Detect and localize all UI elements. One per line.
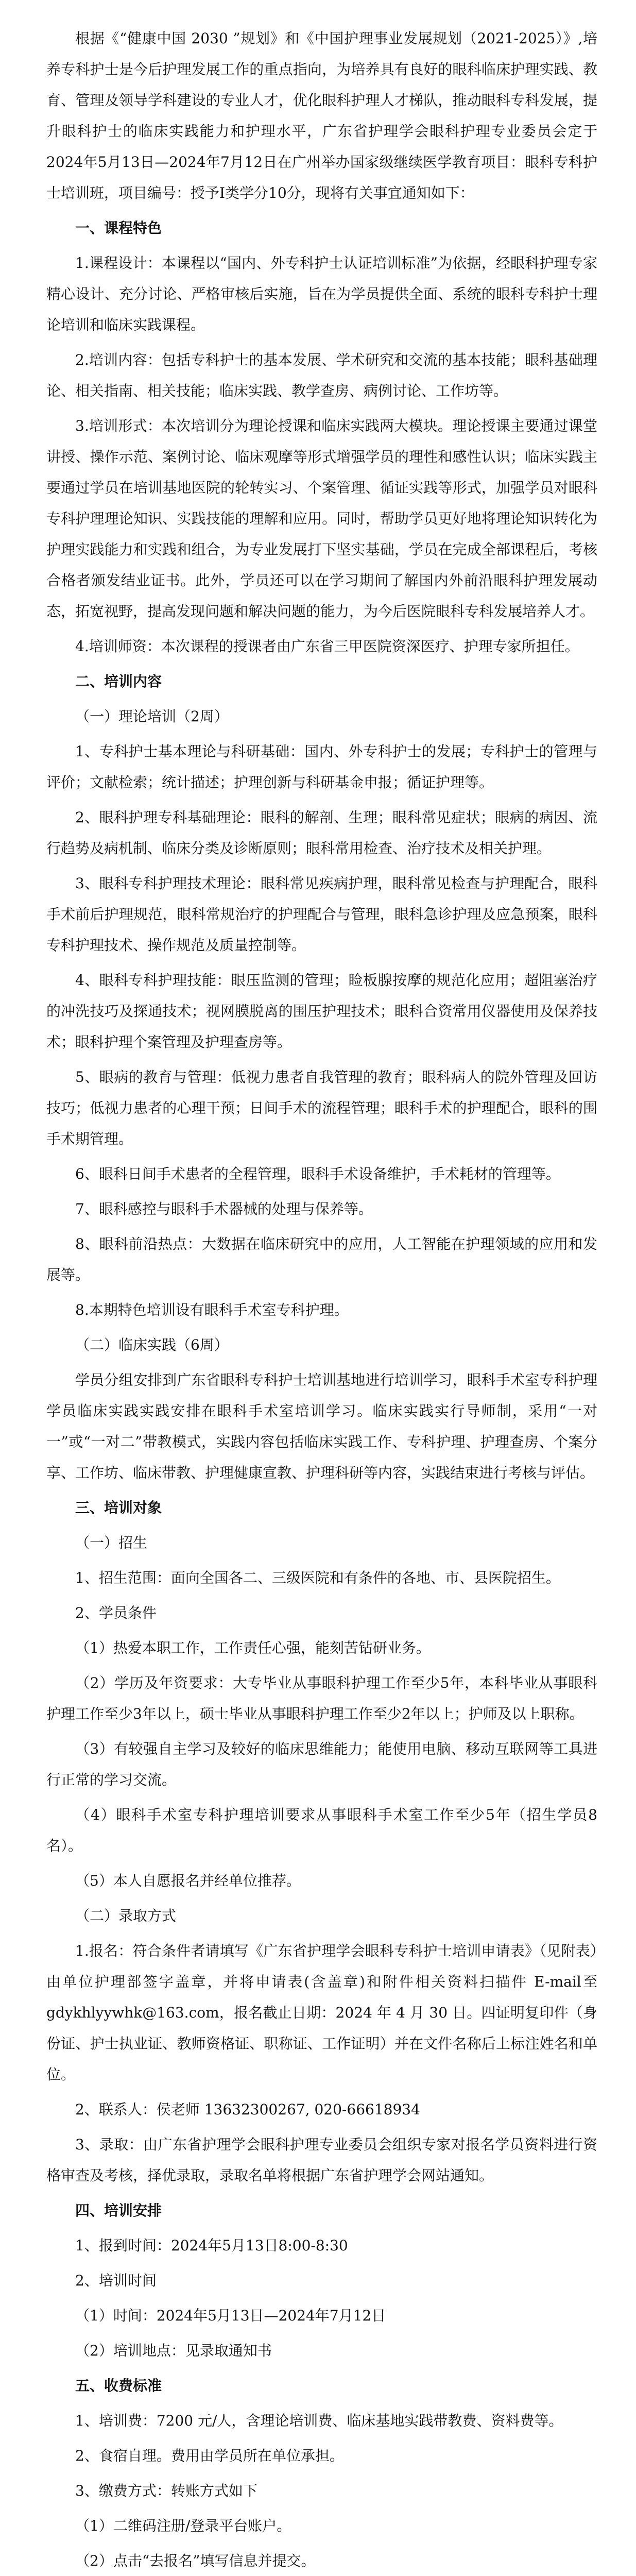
paragraph: 2、培训时间 bbox=[75, 2272, 157, 2289]
paragraph: 3、眼科专科护理技术理论：眼科常见疾病护理，眼科常见检查与护理配合，眼科手术前后护理规范，眼科常规治疗的护理配合与管理，眼科急诊护理及应急预案，眼科专科护理技术、操作规范及质量控制等。 bbox=[46, 875, 597, 954]
paragraph: （一）理论培训（2周） bbox=[75, 708, 229, 725]
paragraph: 学员分组安排到广东省眼科专科护士培训基地进行培训学习，眼科手术室专科护理学员临床实践实践安排在眼科手术室培训学习。临床实践实行导师制，采用“一对一”或“一对二”带教模式，实践内容包括临床实践工作、专科护理、护理查房、个案分享、工作坊、临床带教、护理健康宣教、护理科研等内容，实践结束进行考核与评估。 bbox=[46, 1371, 597, 1481]
section-heading: 五、收费标准 bbox=[75, 2377, 162, 2394]
paragraph: 2、联系人：侯老师 13632300267, 020-66618934 bbox=[75, 2101, 420, 2118]
section-heading: 二、培训内容 bbox=[75, 673, 162, 690]
paragraph: （3）有较强自主学习及较好的临床思维能力；能使用电脑、移动互联网等工具进行正常的学习交流。 bbox=[46, 1740, 597, 1788]
paragraph: 8.本期特色培训设有眼科手术室专科护理。 bbox=[75, 1301, 349, 1318]
section-heading: 三、培训对象 bbox=[75, 1499, 162, 1516]
paragraph: 1、培训费：7200 元/人，含理论培训费、临床基地实践带教费、资料费等。 bbox=[75, 2412, 563, 2429]
paragraph: 4、眼科专科护理技能：眼压监测的管理；睑板腺按摩的规范化应用；超阻塞治疗的冲洗技巧及探通技术；视网膜脱离的围压护理技术；眼科合资常用仪器使用及保养技术；眼科护理个案管理及护理查房等。 bbox=[46, 972, 597, 1050]
paragraph: （2）学历及年资要求：大专毕业从事眼科护理工作至少5年，本科毕业从事眼科护理工作至少3年以上，硕士毕业从事眼科护理工作至少2年以上；护师及以上职称。 bbox=[46, 1674, 597, 1722]
paragraph: 3、缴费方式：转账方式如下 bbox=[75, 2482, 257, 2499]
paragraph: 2、学员条件 bbox=[75, 1604, 157, 1621]
paragraph: 1、报到时间：2024年5月13日8:00-8:30 bbox=[75, 2237, 348, 2254]
paragraph: （4）眼科手术室专科护理培训要求从事眼科手术室工作至少5年（招生学员8名）。 bbox=[46, 1806, 597, 1854]
paragraph: 7、眼科感控与眼科手术器械的处理与保养等。 bbox=[75, 1200, 373, 1217]
paragraph: （二）临床实践（6周） bbox=[75, 1336, 229, 1353]
paragraph: 1、专科护士基本理论与科研基础：国内、外专科护士的发展；专科护士的管理与评价；文献检索；统计描述；护理创新与科研基金申报；循证护理等。 bbox=[46, 743, 597, 791]
paragraph: （2）培训地点：见录取通知书 bbox=[75, 2342, 272, 2359]
paragraph: 2.培训内容：包括专科护士的基本发展、学术研究和交流的基本技能；眼科基础理论、相关指南、相关技能；临床实践、教学查房、病例讨论、工作坊等。 bbox=[46, 351, 597, 399]
paragraph: 4.培训师资：本次课程的授课者由广东省三甲医院资深医疗、护理专家所担任。 bbox=[75, 638, 579, 655]
paragraph: （1）时间：2024年5月13日—2024年7月12日 bbox=[75, 2307, 386, 2324]
paragraph: 8、眼科前沿热点：大数据在临床研究中的应用，人工智能在护理领域的应用和发展等。 bbox=[46, 1235, 597, 1283]
paragraph: 2、食宿自理。费用由学员所在单位承担。 bbox=[75, 2447, 344, 2464]
paragraph: 根据《“健康中国 2030 ”规划》和《中国护理事业发展规划（2021-2025）》,培养专科护士是今后护理发展工作的重点指向，为培养具有良好的眼科临床护理实践、教育、管理及领导学科建设的专业人才，优化眼科护理人才梯队，推动眼科专科发展，提升眼科护士的临床实践能力和护理水平，广东省护理学会眼科护理专业委员会定于2024年5月13日—2024年7月12日在广州举办国家级继续医学教育项目：眼科专科护士培训班，项目编号：授予Ⅰ类学分10分，现将有关事宜通知如下： bbox=[46, 30, 597, 201]
paragraph: 3.培训形式：本次培训分为理论授课和临床实践两大模块。理论授课主要通过课堂讲授、操作示范、案例讨论、临床观摩等形式增强学员的理性和感性认识；临床实践主要通过学员在培训基地医院的轮转实习、个案管理、循证实践等形式，加强学员对眼科专科护理理论知识、实践技能的理解和应用。同时，帮助学员更好地将理论知识转化为护理实践能力和实践和组合，为专业发展打下坚实基础，学员在完成全部课程后，考核合格者颁发结业证书。此外，学员还可以在学习期间了解国内外前沿眼科护理发展动态，拓宽视野，提高发现问题和解决问题的能力，为今后医院眼科专科发展培养人才。 bbox=[46, 417, 597, 620]
section-heading: 一、课程特色 bbox=[75, 219, 162, 236]
paragraph: （5）本人自愿报名并经单位推荐。 bbox=[75, 1872, 301, 1889]
paragraph: 2、眼科护理专科基础理论：眼科的解剖、生理；眼科常见症状；眼病的病因、流行趋势及病机制、临床分类及诊断原则；眼科常用检查、治疗技术及相关护理。 bbox=[46, 809, 597, 857]
paragraph: 1、招生范围：面向全国各二、三级医院和有条件的各地、市、县医院招生。 bbox=[75, 1569, 560, 1586]
paragraph: （二）录取方式 bbox=[75, 1907, 177, 1924]
paragraph: 3、录取：由广东省护理学会眼科护理专业委员会组织专家对报名学员资料进行资格审查及考核，择优录取，录取名单将根据广东省护理学会网站通知。 bbox=[46, 2136, 597, 2184]
paragraph: （1）热爱本职工作，工作责任心强，能刻苦钻研业务。 bbox=[75, 1639, 431, 1656]
paragraph: 6、眼科日间手术患者的全程管理，眼科手术设备维护，手术耗材的管理等。 bbox=[75, 1165, 560, 1182]
paragraph: （1）二维码注册/登录平台账户。 bbox=[75, 2517, 291, 2534]
paragraph: 5、眼病的教育与管理：低视力患者自我管理的教育；眼科病人的院外管理及回访技巧；低视力患者的心理干预；日间手术的流程管理；眼科手术的护理配合，眼科的围手术期管理。 bbox=[46, 1069, 597, 1147]
paragraph: （一）招生 bbox=[75, 1534, 148, 1551]
paragraph: 1.课程设计：本课程以“国内、外专科护士认证培训标准”为依据，经眼科护理专家精心设计、充分讨论、严格审核后实施，旨在为学员提供全面、系统的眼科专科护士理论培训和临床实践课程。 bbox=[46, 255, 597, 333]
paragraph: （2）点击“去报名”填写信息并提交。 bbox=[75, 2552, 316, 2569]
section-heading: 四、培训安排 bbox=[75, 2202, 162, 2219]
paragraph: 1.报名：符合条件者请填写《广东省护理学会眼科专科护士培训申请表》（见附表）由单位护理部签字盖章，并将申请表(含盖章)和附件相关资料扫描件 E-mail至gdykhlyywhk@163.com，报名截止日期：2024 年 4 月 30 日。四证明复印件（身份证、护士执业证、教师资格证、职称证、工作证明）并在文件名称后上标注姓名和单位。 bbox=[46, 1942, 597, 2083]
